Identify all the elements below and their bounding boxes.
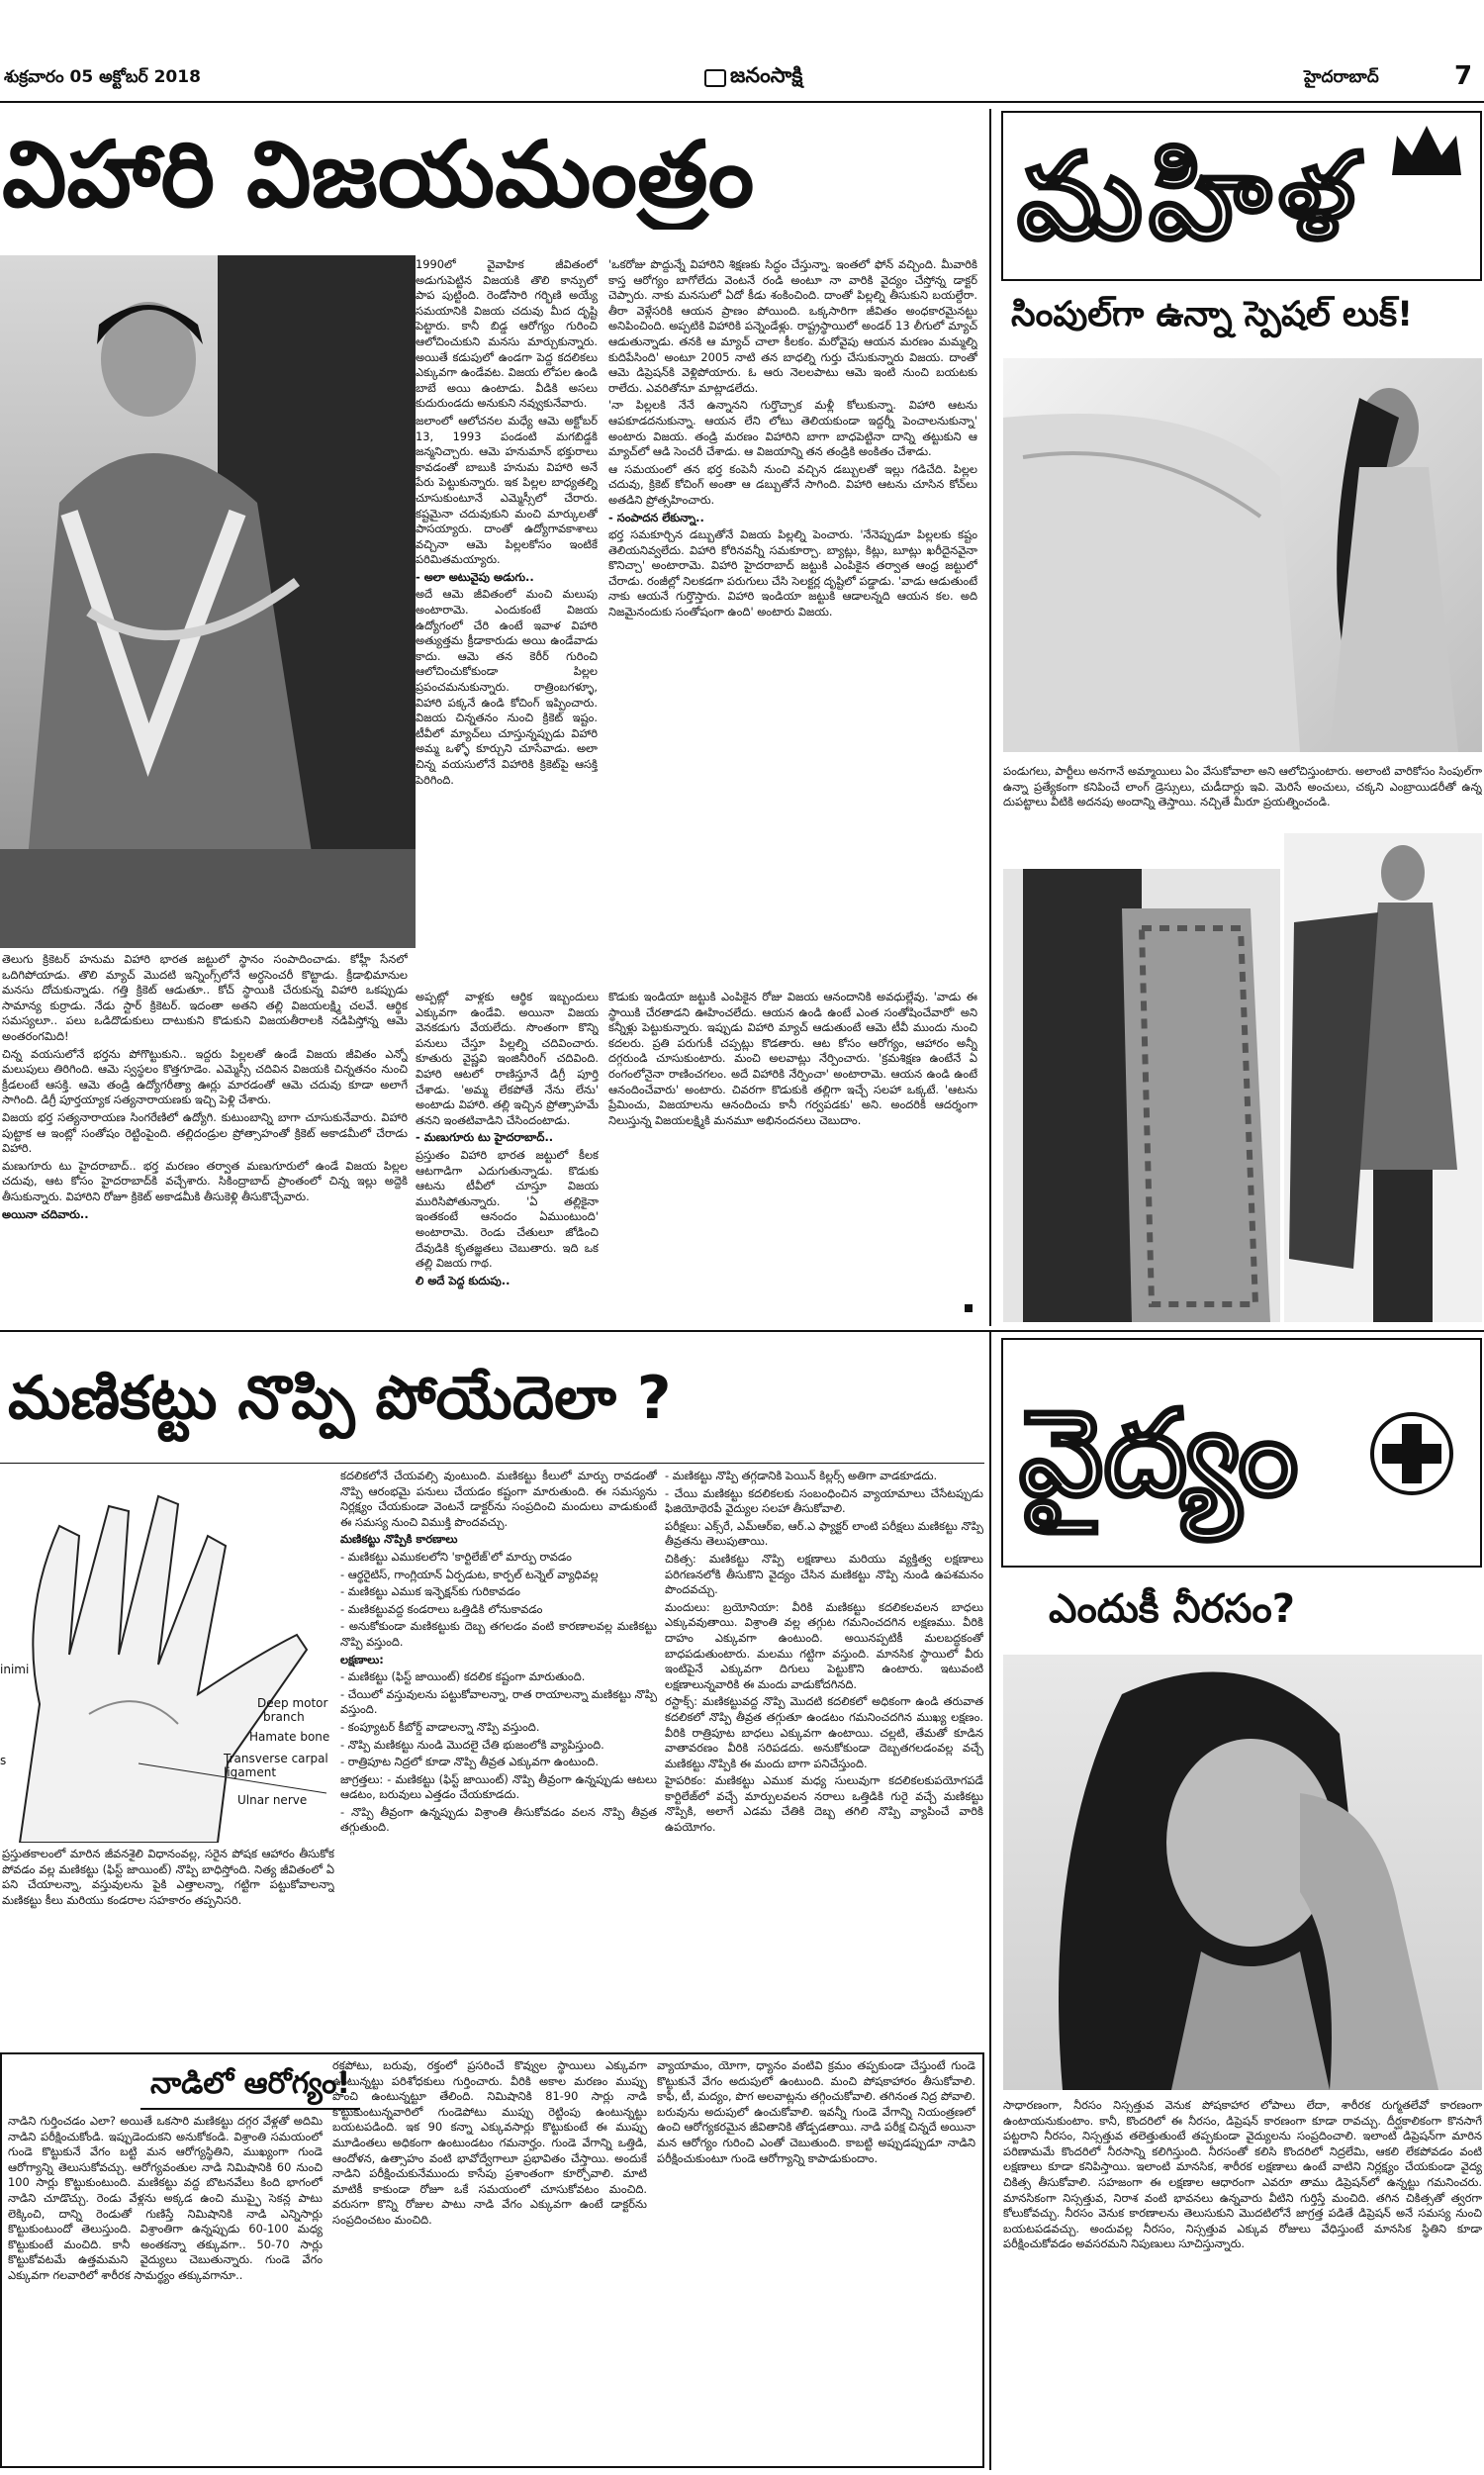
story1-bm-p1: అప్పట్లో వాళ్లకు ఆర్థిక ఇబ్బందులు ఎక్కువగా ఉండేవి. అయినా విజయ వెనకడుగు వేయలేదు. సొంతంగా కొన్ని పనులు చేస్తూ పిల్లల్ని చదివించారు. కూతురు వైష్ణవి ఇంజినీరింగ్ చదివింది. విహారి ఆటలో రాణిస్తూనే డిగ్రీ పూర్తి చేశాడు. 'అమ్మ లేకపోతే నేను లేను' అంటాడు విహారి. తల్లి ఇచ్చిన ప్రోత్సాహమే తనని ఇంతటివాడిని చేసిందంటాడు.	[416, 990, 599, 1127]
fashion-photo-right	[1284, 833, 1482, 1322]
diagram-label-ligament: ligament	[224, 1765, 277, 1779]
story3-b-text: రక్తపోటు, బరువు, రక్తంలో ప్రసరించే కొవ్వుల స్థాయిలు ఎక్కువగా ఉంటున్నట్టు పరిశోధకులు గుర్తించారు. వీరికి అకాల మరణం ముప్పు పొంచి ఉంటున్నట్టూ తేలింది. నిమిషానికి 81-90 సార్లు నాడి కొట్టుకుంటున్నవారిలో గుండెపోటు ముప్పు రెట్టింపు ఉంటున్నట్టు బయటపడింది. ఇక 90 కన్నా ఎక్కువసార్లు కొట్టుకుంటే ఈ ముప్పు మూడింతలు అధికంగా ఉంటుండటం గమనార్హం. గుండె వేగాన్ని ఒత్తిడి, ఆందోళన, ఉత్సాహం వంటి భావోద్వేగాలూ ప్రభావితం చేస్తాయి. అందుకే నాడిని పరీక్షించుకునేముందు కాసేపు ప్రశాంతంగా కూర్చోవాలి. మాటి మాటికీ కాకుండా రోజూ ఒకే సమయంలో చూసుకోవటం మంచిది. వరుసగా కొన్ని రోజుల పాటు నాడి వేగం ఎక్కువగా ఉంటే డాక్టర్‌ను సంప్రదించటం మంచిది.	[332, 2058, 647, 2227]
story2-a-p5: - మణికట్టు ఎముక ఇన్ఫెక్షన్‌కు గురికావడం	[340, 1584, 520, 1599]
header-city: హైదరాబాద్	[1304, 67, 1379, 87]
story2-b-p5: మందులు: బ్రయోనియా: వీరికి మణికట్టు కదలికలవలన బాధలు ఎక్కువవుతాయి. విశ్రాంతి వల్ల తగ్గుట గమనించదగిన లక్షణము. వీరికి దాహం ఎక్కువగా ఉంటుంది. అయినప్పటికీ మలబద్ధకంతో బాధపడుతుంటారు. మలము గట్టిగా వస్తుంది. మానసిక స్థాయిలో వీరు ఇంటిపైనే ఎక్కువగా దిగులు పెట్టుకొని ఉంటారు. ఇటువంటి లక్షణాలున్నవారికి ఈ మందు వాడుకోదగినది.	[665, 1599, 983, 1691]
story2-below-image	[2, 1847, 334, 1965]
story1-bottom-right	[608, 990, 977, 1328]
story1-col2-p4: భర్త సమకూర్చిన డబ్బుతోనే విజయ పిల్లల్ని పెంచారు. 'నేనెప్పుడూ పిల్లలకు కష్టం తెలియనివ్వలేదు. విహారి కోరినవన్నీ సమకూర్చా. బ్యాట్లు, కిట్లు, బూట్లు ఖరీదైనవైనా కొనిచ్చా' అంటారామె. విహారి హైదరాబాద్ జట్టుకి ఎంపికైన తర్వాత ఆంధ్ర జట్టులో చేరాడు. రంజీల్లో నిలకడగా పరుగులు చేసి సెలక్టర్ల దృష్టిలో పడ్డాడు. 'వాడు ఆడుతుంటే నాకు ఆయనే గుర్తొస్తారు. విహారి ఇండియా జట్టుకి ఆడాలన్నది ఆయన కల. అది నిజమైనందుకు సంతోషంగా ఉంది' అంటారు విజయ.	[608, 527, 977, 619]
page-number: 7	[1454, 61, 1473, 91]
crown-icon	[1387, 121, 1466, 180]
story3-c-text: వ్యాయామం, యోగా, ధ్యానం వంటివి క్రమం తప్పకుండా చేస్తుంటే గుండె కొట్టుకునే వేగం అదుపులో ఉంటుంది. మంచి పోషకాహారం తీసుకోవాలి. కాఫీ, టీ, మద్యం, పొగ అలవాట్లను తగ్గించుకోవాలి. తగినంత నిద్ర పోవాలి. బరువును అదుపులో ఉంచుకోవాలి. ఇవన్నీ గుండె వేగాన్ని నియంత్రణలో ఉంచి ఆరోగ్యకరమైన జీవితానికి తోడ్పడతాయి. నాడి పరీక్ష చిన్నదే అయినా మన ఆరోగ్యం గురించి ఎంతో చెబుతుంది. కాబట్టి అప్పుడప్పుడూ నాడిని పరీక్షించుకుంటూ గుండె ఆరోగ్యాన్ని కాపాడుకుందాం.	[657, 2058, 975, 2165]
story2-col-b	[665, 1469, 983, 1963]
fashion-photo-left	[1003, 869, 1280, 1322]
masthead-title: జనంసాక్షి	[730, 63, 803, 87]
story2-b-p7: హైపరికం: మణికట్టు ఎముక మధ్య సులువుగా కదలికలకుపయోగపడే కార్టిలేజ్‌లో వచ్చే మార్పులవలన నరాలు ఒత్తిడికి గురై వచ్చే మణికట్టు నొప్పికి, అలాగే ఎడమ చేతికి దెబ్బ తగిలి నొప్పి వ్యాపించే వారికి ఉపయోగం.	[665, 1773, 983, 1835]
story2-a-p1: కదలికలోనే చేయవల్సి వుంటుంది. మణికట్టు కీలులో మార్పు రావడంతో నొప్పి ఆరంభమై పనులు చేయడం కష్టంగా మారుతుంది. ఈ సమస్యను నిర్లక్ష్యం చేయకుండా వెంటనే డాక్టర్‌ను సంప్రదించి మందులు వాడుకుంటే ఈ సమస్య నుంచి విముక్తి పొందవచ్చు.	[340, 1469, 657, 1529]
story1-bl-p1: తెలుగు క్రికెటర్ హనుమ విహారి భారత జట్టులో స్థానం సంపాదించాడు. కోహ్లీ సేనలో ఒదిగిపోయాడు. తొలి మ్యాచ్ మొదటి ఇన్నింగ్స్‌లోనే అర్ధసెంచరీ కొట్టాడు. క్రీడాభిమానుల మనసు దోచుకున్నాడు. గత్తి క్రికెట్ ఆడుతూ.. కోచ్ స్థాయికి చేరుకున్న విహారి ఒకప్పుడు సామాన్య కుర్రాడు. నేడు స్టార్ క్రికెటర్. ఇదంతా అతని తల్లి విజయలక్ష్మి చలవే. ఆర్థిక సమస్యలూ.. పలు ఒడిదొడుకులు దాటుకుని కొడుకుని విజయతీరాలకి నడిపిస్తోన్న ఆమె అంతరంగమిది!	[2, 952, 408, 1043]
story1-bl-p2: చిన్న వయసులోనే భర్తను పోగొట్టుకుని.. ఇద్దరు పిల్లలతో ఉండే విజయ జీవితం ఎన్నో మలుపులు తిరిగింది. ఆమె స్వస్థలం కొత్తగూడెం. ఎమ్మెస్సీ చదివిన విజయకి చిన్నతనం నుంచి క్రీడలంటే ఆసక్తి. ఆమె తండ్రి ఉద్యోగరీత్యా ఊర్లు మారడంతో ఆమె చదువు కూడా అలాగే సాగింది. డిగ్రీ పూర్తయ్యాక సత్యనారాయణకు ఇచ్చి పెళ్లి చేశారు.	[2, 1046, 408, 1107]
story2-a-p3: - మణికట్టు ఎముకలలోని 'కార్టిలేజ్'లో మార్పు రావడం	[340, 1549, 572, 1564]
story3-a-text: నాడిని గుర్తించడం ఎలా? అయితే ఒకసారి మణికట్టు దగ్గర వేళ్లతో అదిమి నాడిని పరీక్షించుకోండి. ఇప్పుడెందుకని అనుకోకండి. విశ్రాంతి సమయంలో గుండె కొట్టుకునే వేగం బట్టి మన ఆరోగ్యస్థితిని, ముఖ్యంగా గుండె ఆరోగ్యాన్ని తెలుసుకోవచ్చు. ఆరోగ్యవంతుల నాడి నిమిషానికి 60 నుంచి 100 సార్లు కొట్టుకుంటుంది. మణికట్టు వద్ద బొటనవేలు కింది భాగంలో నాడిని చూడొచ్చు. రెండు వేళ్లను అక్కడ ఉంచి ముప్ఫై సెకన్ల పాటు లెక్కించి, దాన్ని రెండుతో గుణిస్తే నిమిషానికి నాడి ఎన్నిసార్లు కొట్టుకుంటుందో తెలుస్తుంది. విశ్రాంతిగా ఉన్నప్పుడు 60-100 మధ్య కొట్టుకుంటే మంచిది. కానీ అంతకన్నా తక్కువగా.. 50-70 సార్లు కొట్టుకోవటమే ఉత్తమమని వైద్యులు చెబుతున్నారు. గుండె వేగం ఎక్కువగా గలవారిలో శారీరక సామర్థ్యం తక్కువగానూ..	[8, 2114, 323, 2282]
story1-bl-subhead: అయినా చదివారు..	[2, 1206, 89, 1221]
mahila-logo-box	[1001, 111, 1482, 281]
story2-b-p6: రస్టాక్స్: మణికట్టువద్ద నొప్పి మొదటి కదలికలో అధికంగా ఉండి తరువాత కదలికలో నొప్పి తీవ్రత తగ్గుతూ ఉండటం గమనించదగిన ముఖ్య లక్షణం. వీరికి రాత్రిపూట బాధలు ఎక్కువగా ఉంటాయి. చల్లటి, తేమతో కూడిన వాతావరణం వీరికి సరిపడదు. అనుకోకుండా దెబ్బతగలడంవల్ల వచ్చే మణికట్టు నొప్పికి ఈ మందు బాగా పనిచేస్తుంది.	[665, 1694, 983, 1770]
mahila-caption-text: పండుగలు, పార్టీలు అనగానే అమ్మాయిలు ఏం వేసుకోవాలా అని ఆలోచిస్తుంటారు. అలాంటి వారికోసం సింపుల్‌గా ఉన్నా ప్రత్యేకంగా కనిపించే లాంగ్ డ్రెస్సులు, చుడీదార్లు ఇవి. మెరిసే అంచులు, చక్కని ఎంబ్రాయిడరీతో ఉన్న దుపట్టాలు వీటికి అదనపు అందాన్ని తెస్తాయి. నచ్చితే మీరూ ప్రయత్నించండి.	[1003, 764, 1482, 809]
story1-col1-p1: 1990లో వైవాహిక జీవితంలో అడుగుపెట్టిన విజయకి తొలి కాన్పులో పాప పుట్టింది. రెండోసారి గర్భిణి అయ్యే సమయానికి విజయ చదువు మీద దృష్టి పెట్టారు. కానీ బిడ్డ ఆరోగ్యం గురించి ఆలోచించుకుని మనసు మార్చుకున్నారు. అయితే కడుపులో ఉండగా పెద్ద కదలికలు ఎక్కువగా ఉండేవట. విజయ లోపల ఉండి బాబే అయి ఉంటాడు. వీడికి అసలు కుదురుండదు అనుకుని నవ్వుకునేవారు.	[416, 257, 598, 411]
story1-col1-subhead: - అలా అటువైపు అడుగు..	[416, 569, 534, 584]
diagram-label-ulnar: Ulnar nerve	[237, 1793, 308, 1807]
vaidyam-logo-text: వైద్యం	[1019, 1383, 1299, 1523]
story3-col-a	[8, 2114, 323, 2462]
diagram-label-s: s	[0, 1754, 7, 1767]
story1-col2-p2: 'నా పిల్లలకి నేనే ఉన్నానని గుర్తొచ్చాక మళ్లీ కోలుకున్నా. విహారి ఆటను ఆపకూడదనుకున్నా. ఆయన లేని లోటు తెలియకుండా ఇద్దర్నీ పెంచాలనుకున్నా' అంటారు విజయ. తండ్రి మరణం విహారిని బాగా బాధపెట్టినా దాన్ని తట్టుకుని ఆ మ్యాచ్‌లో ఆడి సెంచరీ చేశాడు. ఆ విజయాన్ని తన తండ్రికి అంకితం చేశాడు.	[608, 398, 977, 459]
story2-a-p8: - మణికట్టు (ఫిస్ట్ జాయింట్) కదలిక కష్టంగా మారుతుంది.	[340, 1669, 586, 1684]
story1-col1-p2: జలాంలో ఆలోచనల మధ్యే ఆమె అక్టోబర్ 13, 1993 పండంటి మగబిడ్డకి జన్మనిచ్చారు. ఆమె హనుమాన్ భక్తురాలు కావడంతో బాబుకి హనుమ విహారి అనే పేరు పెట్టుకున్నారు. ఇక పిల్లల బాధ్యతల్ని చూసుకుంటూనే ఎమ్మెస్సీలో చేరారు. కష్టమైనా చదువుకుని మంచి మార్కులతో పాసయ్యారు. దాంతో ఉద్యోగావకాశాలు వచ్చినా ఆమె పిల్లలకోసం ఇంటికే పరిమితమయ్యారు.	[416, 413, 598, 567]
header-rule	[0, 101, 1484, 103]
wrist-anatomy-diagram	[0, 1467, 336, 1843]
diagram-label-inimi: inimi	[0, 1663, 30, 1676]
story2-headline: మణికట్టు నొప్పి పోయేదెలా ?	[8, 1364, 672, 1433]
story1-bm-end: లి అదే పెద్ద కుదుపు..	[416, 1273, 510, 1287]
diagram-label-hamate: Hamate bone	[249, 1730, 330, 1744]
story3-col-b	[332, 2058, 647, 2462]
vaidyam-body	[1003, 2098, 1482, 2468]
tired-woman-photo	[1003, 1655, 1482, 2090]
story2-b-p2: - చేయి మణికట్టు కదలికలకు సంబంధించిన వ్యాయామాలు చేసేటప్పుడు ఫిజియోథెరపీ వైద్యుల సలహా తీసుకోవాలి.	[665, 1485, 983, 1516]
story2-a-p12: - రాత్రిపూట నిద్రలో కూడా నొప్పి తీవ్రత ఎక్కువగా ఉంటుంది.	[340, 1755, 599, 1769]
story1-bm-subhead: - మణుగూరు టు హైదరాబాద్..	[416, 1130, 554, 1145]
story2-a-p10: - కంప్యూటర్ కీబోర్డ్ వాడాలన్నా నొప్పి వస్తుంది.	[340, 1719, 540, 1734]
story2-a-p2: మణికట్టు నొప్పికి కారణాలు	[340, 1532, 458, 1547]
story3-headline: నాడిలో ఆరోగ్యం!	[140, 2060, 360, 2110]
story1-bm-p2: ప్రస్తుతం విహారి భారత జట్టులో కీలక ఆటగాడిగా ఎదుగుతున్నాడు. కొడుకు ఆటను టీవీలో చూస్తూ విజయ మురిసిపోతున్నారు. 'ఏ తల్లికైనా ఇంతకంటే ఆనందం ఏముంటుంది' అంటారామె. రెండు చేతులూ జోడించి దేవుడికి కృతజ్ఞతలు చెబుతారు. ఇది ఒక తల్లి విజయ గాథ.	[416, 1147, 599, 1271]
vertical-rule-top	[989, 109, 991, 1326]
hand-illustration	[0, 1467, 336, 1843]
story2-col-a	[340, 1469, 657, 1963]
story2-b-p3: పరీక్షలు: ఎక్స్‌రే, ఎమ్ఆర్ఐ, ఆర్.ఎ ఫ్యాక్టర్ లాంటి పరీక్షలు మణికట్టు నొప్పి తీవ్రతను తెలుపుతాయి.	[665, 1518, 983, 1549]
vaidyam-headline: ఎందుకీ నీరసం?	[1049, 1586, 1295, 1632]
story2-b-p1: - మణికట్టు నొప్పి తగ్గడానికి పెయిన్ కిల్లర్స్ అతిగా వాడకూడదు.	[665, 1469, 938, 1482]
vertical-rule-bottom	[989, 1332, 991, 2470]
diagram-label-branch: branch	[263, 1710, 305, 1724]
story2-a-p9: - చేయిలో వస్తువులను పట్టుకోవాలన్నా, రాత రాయాలన్నా మణికట్టు నొప్పి వస్తుంది.	[340, 1686, 657, 1717]
story1-bottom-mid	[416, 990, 599, 1328]
masthead-logo-icon	[704, 69, 726, 87]
diagram-label-deep-motor: Deep motor	[257, 1696, 328, 1710]
diagram-label-transverse: Transverse carpal	[224, 1752, 328, 1765]
story1-headline: విహారి విజయమంత్రం	[2, 122, 755, 228]
portrait-illustration	[0, 255, 416, 948]
story1-br-p1: కొడుకు ఇండియా జట్టుకి ఎంపికైన రోజు విజయ ఆనందానికి అవధుల్లేవు. 'వాడు ఈ స్థాయికి చేరతాడని ఊహించలేదు. ఆయన ఉండి ఉంటే ఎంత సంతోషించేవారో' అని కన్నీళ్లు పెట్టుకున్నారు. ఇప్పుడు విహారి మ్యాచ్ ఆడుతుంటే ఆమె టీవీ ముందు నుంచి కదలరు. ప్రతి పరుగుకీ చప్పట్లు కొడతారు. ఆట కోసం ఆరోగ్యం, ఆహారం అన్నీ దగ్గరుండి చూసుకుంటారు. మంచి అలవాట్లు నేర్పించారు. 'క్రమశిక్షణ ఉంటేనే ఏ రంగంలోనైనా రాణించగలం. అదే విహారికి నేర్పించా' అంటారామె. ఆయన ఉండి ఉంటే ఆనందించేవారు' అంటారు. చివరగా కొడుకుకి తల్లిగా ఇచ్చే సలహా ఒక్కటే. 'ఆటను ప్రేమించు, విజయాలను ఆనందించు కానీ గర్వపడకు' అని. అందరికీ ఆదర్శంగా నిలుస్తున్న విజయలక్ష్మికి మనమూ అభినందనలు చెబుదాం.	[608, 990, 977, 1127]
story2-b-p4: చికిత్స: మణికట్టు నొప్పి లక్షణాలు మరియు వ్యక్తిత్వ లక్షణాలు పరిగణనలోకి తీసుకొని వైద్యం చేసిన మణికట్టు నొప్పి నుండి ఉపశమనం పొందవచ్చు.	[665, 1551, 983, 1597]
end-marker	[965, 1304, 973, 1312]
story1-col2-p3: ఆ సమయంలో తన భర్త కంపెనీ నుంచి వచ్చిన డబ్బులతో ఇల్లు గడిచేది. పిల్లల చదువు, క్రికెట్ కోచింగ్ అంతా ఆ డబ్బుతోనే సాగింది. విహారి ఆటను చూసిన కోచ్‌లు అతడిని ప్రోత్సహించారు.	[608, 461, 977, 507]
story2-a-p14: - నొప్పి తీవ్రంగా ఉన్నప్పుడు విశ్రాంతి తీసుకోవడం వలన నొప్పి తీవ్రత తగ్గుతుంది.	[340, 1804, 657, 1835]
mahila-headline: సింపుల్‌గా ఉన్నా స్పెషల్ లుక్!	[1011, 295, 1414, 334]
vaidyam-body-text: సాధారణంగా, నీరసం నిస్సత్తువ వెనుక పోషకాహార లోపాలు లేదా, శారీరక రుగ్మతలేవో కారణంగా ఉంటాయనుకుంటాం. కానీ, కొందరిలో ఈ నీరసం, డిప్రెషన్ కారణంగా కూడా రావచ్చు. దీర్ఘకాలికంగా కొనసాగే పట్టరాని నీరసం, నిస్సత్తువ తలెత్తుతుంటే తప్పకుండా వైద్యులను సంప్రదించాలి. ఇలాంటి డిప్రెషన్‌గా మారిన పరిణామమే కొందరిలో నీరసాన్ని కలిగిస్తుంది. నీరసంతో కలిసి కొందరిలో నిద్రలేమి, ఆకలి లేకపోవడం వంటి లక్షణాలు కూడా కనిపిస్తాయి. ఇలాంటి మానసిక, శారీరక లక్షణాలు ఉంటే వాటిని నిర్లక్ష్యం చేయకుండా వైద్య చికిత్స తీసుకోవాలి. సహజంగా ఈ లక్షణాల ఆధారంగా ఎవరూ తాము డిప్రెషన్‌లో ఉన్నట్టు గమనించరు. మానసికంగా నిస్సత్తువ, నిరాశ వంటి భావనలు ఉన్నవారు వీటిని గుర్తిస్తే మంచిది. తగిన చికిత్సతో త్వరగా కోలుకోవచ్చు. నీరసం వెనుక కారణాలను తెలుసుకుని మొదటిలోనే జాగ్రత్త పడితే డిప్రెషన్ అనే సమస్య నుంచి బయటపడవచ్చు. అందువల్ల నీరసం, నిస్సత్తువ ఎక్కువ రోజులు వేధిస్తుంటే మానసిక స్థితిని కూడా పరీక్షించుకోవడం అవసరమని నిపుణులు సూచిస్తున్నారు.	[1003, 2098, 1482, 2251]
vaidyam-logo-box	[1001, 1338, 1482, 1568]
story1-col2-subhead: - సంపాదన లేకున్నా..	[608, 510, 704, 524]
story2-a-p6: - మణికట్టువద్ద కండరాలు ఒత్తిడికి లోనుకావడం	[340, 1601, 543, 1616]
story2-a-p4: - ఆర్థరైటిస్, గాంగ్లియాన్ ఏర్పడుట, కార్పల్ టన్నెల్ వ్యాధివల్ల	[340, 1567, 599, 1581]
header-date: శుక్రవారం 05 అక్టోబర్ 2018	[4, 67, 201, 87]
fashion-photo-top	[1003, 358, 1482, 752]
mid-rule	[0, 1330, 1484, 1332]
story2-a-subhead: లక్షణాలు:	[340, 1652, 384, 1666]
story1-col2-p1: 'ఒకరోజు పొద్దున్నే విహారిని శిక్షణకు సిద్ధం చేస్తున్నా. ఇంతలో ఫోన్ వచ్చింది. మీవారికి కాస్త ఆరోగ్యం బాగోలేదు వెంటనే రండి అంటూ నా వారికి వైద్యం చేస్తోన్న డాక్టర్ చెప్పారు. నాకు మనసులో ఏదో కీడు శంకించింది. దాంతో పిల్లల్ని తీసుకుని బయల్దేరా. తీరా వెళ్లేసరికి ఆయన ప్రాణం పోయింది. ఒక్కసారిగా జీవితం అంధకారమైనట్టు అనిపించింది. అప్పటికి విహారికి పన్నెండేళ్లు. రాష్ట్రస్థాయిలో అండర్ 13 లీగులో మ్యాచ్ ఆడుతున్నాడు. తనకి ఆ మ్యాచ్ చాలా కీలకం. మరోవైపు ఆయన మరణం మమ్మల్ని కుదిపేసింది' అంటూ 2005 నాటి తన బాధల్ని గుర్తు చేసుకున్నారు విజయ. దాంతో ఆమె డిప్రెషన్‌కి వెళ్లిపోయారు. ఓ ఆరు నెలలపాటు ఆమె ఇంటి నుంచి బయటకు రాలేదు. ఎవరితోనూ మాట్లాడలేదు.	[608, 257, 977, 395]
fashion-right-illustration	[1284, 833, 1482, 1322]
masthead	[704, 63, 802, 93]
woman-portrait-photo	[0, 255, 416, 948]
story2-a-p7: - అనుకోకుండా మణికట్టుకు దెబ్బ తగలడం వంటి కారణాలవల్ల మణికట్టు నొప్పి వస్తుంది.	[340, 1619, 657, 1649]
story2-rule	[0, 1463, 984, 1464]
fashion-top-illustration	[1003, 358, 1482, 752]
fashion-left-illustration	[1003, 869, 1280, 1322]
story1-bl-p4: మణుగూరు టు హైదరాబాద్.. భర్త మరణం తర్వాత మణుగూరులో ఉండే విజయ పిల్లల చదువు, ఆట కోసం హైదరాబాద్‌కి వచ్చేశారు. సికింద్రాబాద్ ప్రాంతంలో చిన్న ఇల్లు అద్దెకి తీసుకున్నారు. విహారిని రోజూ క్రికెట్ అకాడమీకి తీసుకెళ్లి తీసుకొచ్చేవారు.	[2, 1158, 408, 1203]
medical-icon	[1357, 1399, 1466, 1508]
tired-woman-illustration	[1003, 1655, 1482, 2090]
story1-col1	[416, 257, 598, 950]
story1-col1-p3: అదే ఆమె జీవితంలో మంచి మలుపు అంటారామె. ఎందుకంటే విజయ ఉద్యోగంలో చేరి ఉంటే ఇవాళ విహారి అత్యుత్తమ క్రీడాకారుడు అయి ఉండేవాడు కాదు. ఆమె తన కెరీర్ గురించి ఆలోచించుకోకుండా పిల్లల ప్రపంచమనుకున్నారు. రాత్రింబగళ్ళూ, విహారి పక్కనే ఉండి కోచింగ్ ఇప్పించారు. విజయ చిన్నతనం నుంచి క్రికెట్ ఇష్టం. టీవీలో మ్యాచ్‌లు చూస్తున్నప్పుడు విహారి అమ్మ ఒళ్ళో కూర్చుని చూసేవాడు. అలా చిన్న వయసులోనే విహారికి క్రికెట్‌పై ఆసక్తి పెరిగింది.	[416, 587, 598, 787]
story1-col2	[608, 257, 977, 990]
story1-bottom-left	[2, 952, 408, 1328]
story2-a-p13: జాగ్రత్తలు: - మణికట్టు (ఫిస్ట్ జాయింట్) నొప్పి తీవ్రంగా ఉన్నప్పుడు ఆటలు ఆడటం, బరువులు ఎత్తడం చేయకూడదు.	[340, 1771, 657, 1802]
story3-col-c	[657, 2058, 975, 2462]
story1-bl-p3: విజయ భర్త సత్యనారాయణ సింగరేణిలో ఉద్యోగి. కుటుంబాన్ని బాగా చూసుకునేవారు. విహారి పుట్టాక ఆ ఇంట్లో సంతోషం రెట్టింపైంది. తల్లిదండ్రుల ప్రోత్సాహంతో క్రికెట్ అకాడమీలో చేరాడు విహారి.	[2, 1109, 408, 1156]
story2-a-p11: - నొప్పి మణికట్టు నుండి మొదలై చేతి భుజంలోకి వ్యాపిస్తుంది.	[340, 1737, 604, 1752]
mahila-logo-text: మహిళ	[1017, 127, 1361, 266]
story3-box	[0, 2052, 984, 2468]
story2-intro: ప్రస్తుతకాలంలో మారిన జీవనశైలి విధానంవల్ల, సరైన పోషక ఆహారం తీసుకోక పోవడం వల్ల మణికట్టు (ఫిస్ట్ జాయింట్) నొప్పి బాధిస్తోంది. నిత్య జీవితంలో ఏ పని చేయాలన్నా, వస్తువులను పైకి ఎత్తాలన్నా, గట్టిగా పట్టుకోవాలన్నా మణికట్టు కీలు మరియు కండరాల సహకారం తప్పనిసరి.	[2, 1847, 334, 1907]
